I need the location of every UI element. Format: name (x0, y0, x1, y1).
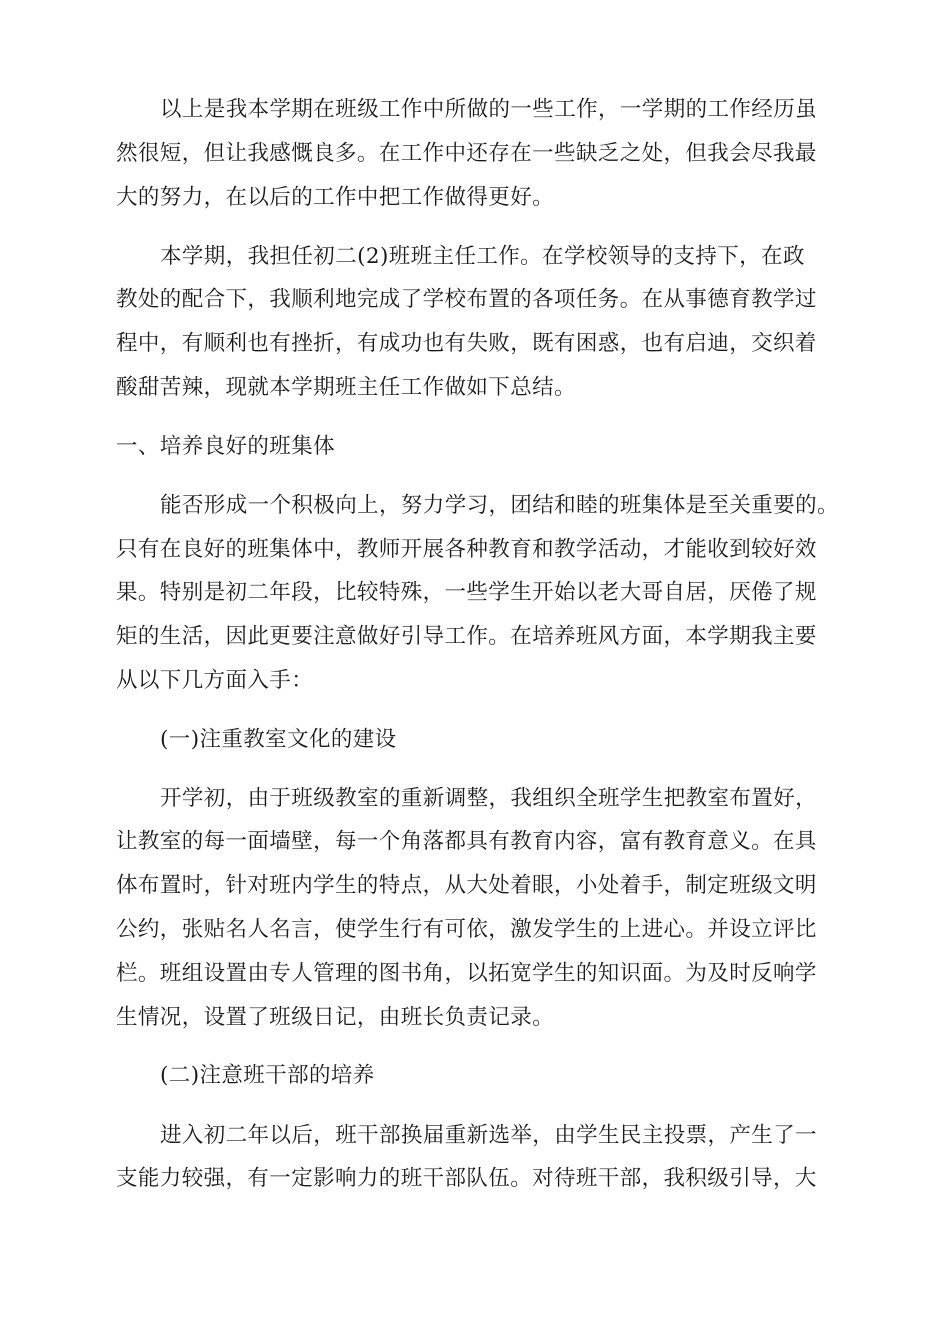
paragraph-line: 能否形成一个积极向上，努力学习，团结和睦的班集体是至关重要的。 (160, 493, 839, 518)
paragraph-line: 矩的生活，因此更要注意做好引导工作。在培养班风方面，本学期我主要 (116, 624, 817, 649)
paragraph-line: 栏。班组设置由专人管理的图书角，以拓宽学生的知识面。为及时反响学 (116, 961, 817, 986)
subsection-heading: (二)注意班干部的培养 (160, 1063, 375, 1088)
paragraph-line: 让教室的每一面墙壁，每一个角落都具有教育内容，富有教育意义。在具 (116, 829, 817, 854)
paragraph-line: 本学期，我担任初二(2)班班主任工作。在学校领导的支持下，在政 (160, 244, 805, 269)
paragraph-line: 程中，有顺利也有挫折，有成功也有失败，既有困惑，也有启迪，交织着 (116, 331, 817, 356)
paragraph-line: 体布置时，针对班内学生的特点，从大处着眼，小处着手，制定班级文明 (116, 873, 817, 898)
paragraph-line: 果。特别是初二年段，比较特殊，一些学生开始以老大哥自居，厌倦了规 (116, 580, 817, 605)
subsection-heading: (一)注重教室文化的建设 (160, 727, 397, 752)
paragraph-line: 开学初，由于班级教室的重新调整，我组织全班学生把教室布置好， (160, 786, 818, 811)
paragraph-line: 教处的配合下，我顺利地完成了学校布置的各项任务。在从事德育教学过 (116, 287, 817, 312)
paragraph-line: 从以下几方面入手： (116, 668, 314, 693)
paragraph-line: 以上是我本学期在班级工作中所做的一些工作，一学期的工作经历虽 (160, 97, 818, 122)
paragraph-line: 生情况，设置了班级日记，由班长负责记录。 (116, 1005, 555, 1030)
paragraph-line: 酸甜苦辣，现就本学期班主任工作做如下总结。 (116, 375, 576, 400)
paragraph-line: 然很短，但让我感慨良多。在工作中还存在一些缺乏之处，但我会尽我最 (116, 141, 817, 166)
section-heading: 一、培养良好的班集体 (116, 434, 336, 459)
paragraph-line: 支能力较强，有一定影响力的班干部队伍。对待班干部，我积级引导，大 (116, 1166, 817, 1191)
paragraph-line: 进入初二年以后，班干部换届重新选举，由学生民主投票，产生了一 (160, 1123, 818, 1148)
paragraph-line: 大的努力，在以后的工作中把工作做得更好。 (116, 185, 555, 210)
paragraph-line: 只有在良好的班集体中，教师开展各种教育和教学活动，才能收到较好效 (116, 537, 817, 562)
paragraph-line: 公约，张贴名人名言，使学生行有可依，激发学生的上进心。并设立评比 (116, 917, 817, 942)
